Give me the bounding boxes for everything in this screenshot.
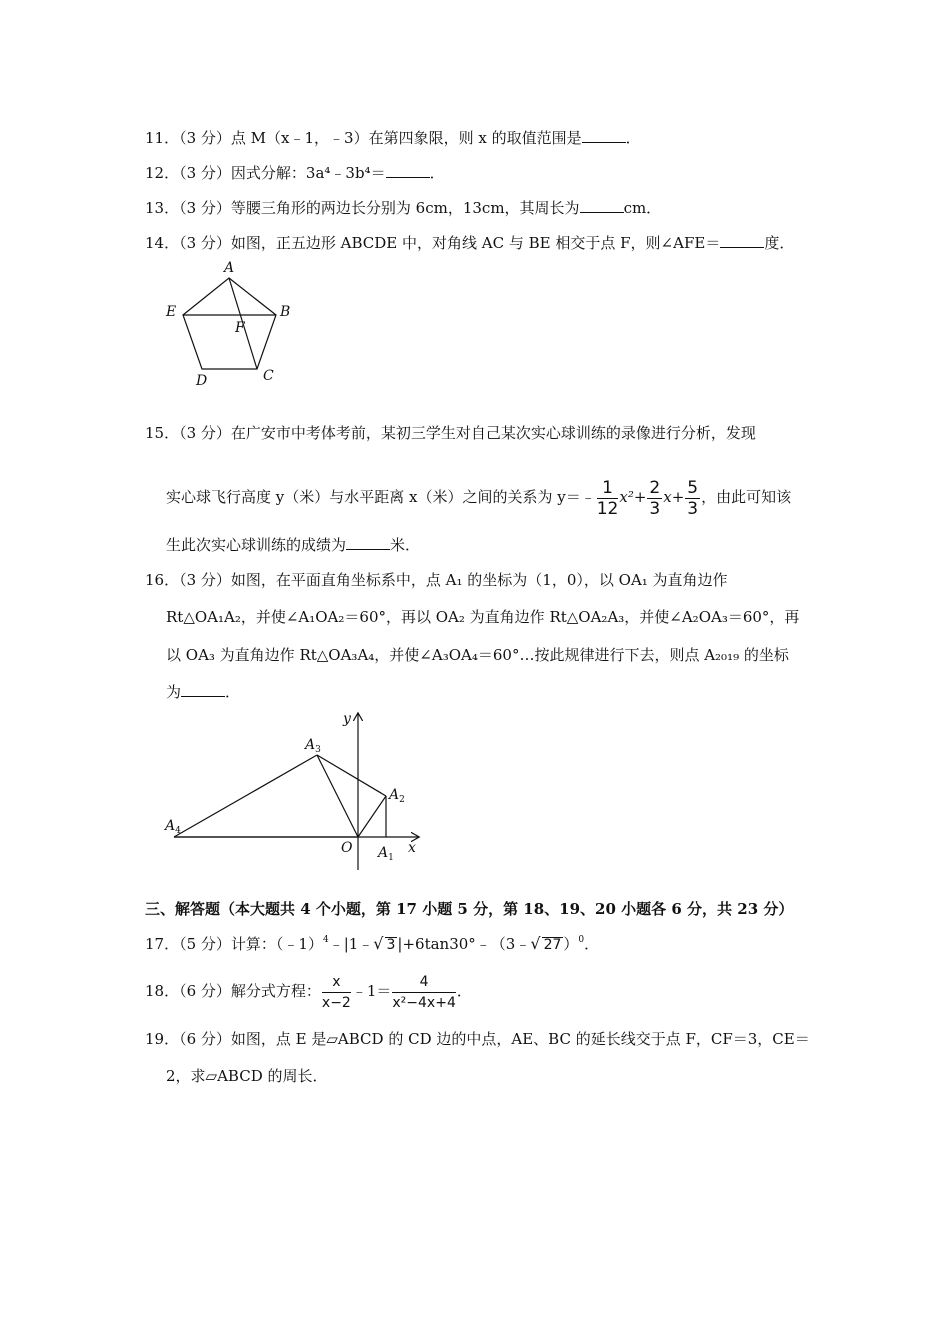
question-end: cm． [623,199,662,217]
denominator: x−2 [321,994,351,1011]
question-end: ． [429,164,445,182]
label-a1 [376,845,394,863]
fraction-x-over-x-minus-2 [322,972,351,1013]
question-16-line3 [166,645,789,665]
numerator: 4 [392,972,455,993]
label-c: C [263,368,274,384]
question-text: （3 分）因式分解：3a⁴﹣3b⁴＝ [179,164,386,182]
fraction-2-3 [647,478,662,519]
exponent: 0 [578,935,585,945]
answer-blank [181,682,225,697]
radical-sign: √ [530,934,541,953]
segment-a4a3 [174,755,317,837]
question-text: （3 分）点 M（x﹣1，﹣3）在第四象限，则 x 的取值范围是 [179,129,582,147]
term: x²+ [619,488,647,506]
radicand: 27 [543,937,562,953]
question-16-line4 [166,682,240,702]
label-o: O [341,840,353,856]
question-16-line1 [145,570,728,590]
segment-a2o [358,796,386,837]
label-a1-sub: 1 [388,853,394,863]
fraction-5-3 [685,478,700,519]
question-text: 以 OA₃ 为直角边作 Rt△OA₃A₄，并使∠A₃OA₄＝60°…按此规律进行下去，则点 A₂₀₁₉ 的坐标 [166,646,789,664]
numerator: 2 [649,477,661,498]
label-a3 [303,737,321,755]
question-text: （6 分）如图，点 E 是▱ABCD 的 CD 边的中点，AE、BC 的延长线交于点 F，CF＝3，CE＝ [179,1030,810,1048]
label-y: y [343,711,351,727]
pentagon-figure [155,255,315,395]
question-14 [145,233,794,253]
question-text: 2，求▱ABCD 的周长． [166,1067,328,1085]
question-19-line1 [145,1029,810,1049]
question-number: 16． [145,571,180,589]
label-b: B [280,304,291,320]
question-number: 15． [145,424,180,442]
question-number: 14． [145,234,180,252]
question-end: 度． [764,234,795,252]
label-a2-letter: A [389,787,400,803]
label-a4 [163,818,181,836]
question-text: 实心球飞行高度 y（米）与水平距离 x（米）之间的关系为 y＝﹣ [166,488,596,506]
pentagon-outline [183,278,276,369]
denominator: 3 [649,498,661,519]
exponent: 4 [322,935,329,945]
question-text: ，由此可知该 [701,488,792,506]
coordinate-figure [160,700,430,875]
term: x+ [663,488,685,506]
question-19-line2 [166,1066,328,1086]
label-d: D [196,373,208,389]
answer-blank [720,233,764,248]
label-a: A [224,260,235,276]
question-15-line1 [145,423,756,443]
label-x: x [408,840,416,856]
label-f: F [235,320,245,336]
numerator: 5 [687,477,699,498]
radicand: 3 [386,937,396,953]
label-a4-sub: 4 [175,826,181,836]
radical-sign: √ [373,934,384,953]
question-number: 18． [145,982,180,1000]
question-text: ） [563,935,579,953]
answer-blank [580,198,624,213]
question-12 [145,163,445,183]
question-text: （6 分）解分式方程： [179,982,321,1000]
label-a1-letter: A [378,845,389,861]
question-text: （3 分）等腰三角形的两边长分别为 6cm，13cm，其周长为 [179,199,580,217]
section-heading: 三、解答题（本大题共 4 个小题，第 17 小题 5 分，第 18、19、20 小题各 6 分，共 23 分） [145,900,794,918]
question-number: 17． [145,935,180,953]
numerator: x [322,972,351,993]
numerator: 1 [597,478,619,499]
question-11 [145,128,641,148]
denominator: 12 [596,498,619,519]
question-15-line2 [166,474,791,520]
fraction-1-12 [597,478,619,519]
question-13 [145,198,661,218]
question-text: Rt△OA₁A₂，并使∠A₁OA₂＝60°，再以 OA₂ 为直角边作 Rt△OA₂A₃，并使∠A₂OA₃＝60°，再 [166,608,800,626]
question-text: |+6tan30°﹣（3﹣ [397,935,531,953]
question-number: 11． [145,129,180,147]
question-text: ﹣|1﹣ [328,935,374,953]
label-a2-sub: 2 [399,795,405,805]
question-16-line2 [166,607,799,627]
label-a3-sub: 3 [315,745,321,755]
question-text: 为 [166,683,182,701]
label-a4-letter: A [165,818,176,834]
denominator: x²−4x+4 [392,994,456,1011]
denominator: 3 [687,498,699,519]
question-text: 生此次实心球训练的成绩为 [166,536,347,554]
question-end: ． [625,129,641,147]
label-a2 [387,787,405,805]
question-18 [145,968,472,1014]
question-end: ． [456,982,472,1000]
question-text: ﹣1＝ [351,982,392,1000]
question-number: 13． [145,199,180,217]
question-number: 19． [145,1030,180,1048]
answer-blank [346,535,390,550]
question-text: （3 分）在广安市中考体考前，某初三学生对自己某次实心球训练的录像进行分析，发现 [179,424,756,442]
question-end: ． [225,683,241,701]
label-a3-letter: A [305,737,316,753]
question-number: 12． [145,164,180,182]
question-17 [145,934,599,954]
question-end: ． [584,935,600,953]
answer-blank [386,163,430,178]
question-end: 米． [390,536,421,554]
question-text: （3 分）如图，在平面直角坐标系中，点 A₁ 的坐标为（1，0），以 OA₁ 为直角边作 [179,571,728,589]
question-text: （5 分）计算：（﹣1） [179,935,323,953]
question-15-line3 [166,535,420,555]
answer-blank [582,128,626,143]
fraction-4-over-quadratic [392,972,455,1013]
label-e: E [166,304,177,320]
question-text: （3 分）如图，正五边形 ABCDE 中，对角线 AC 与 BE 相交于点 F，则∠AFE＝ [179,234,721,252]
